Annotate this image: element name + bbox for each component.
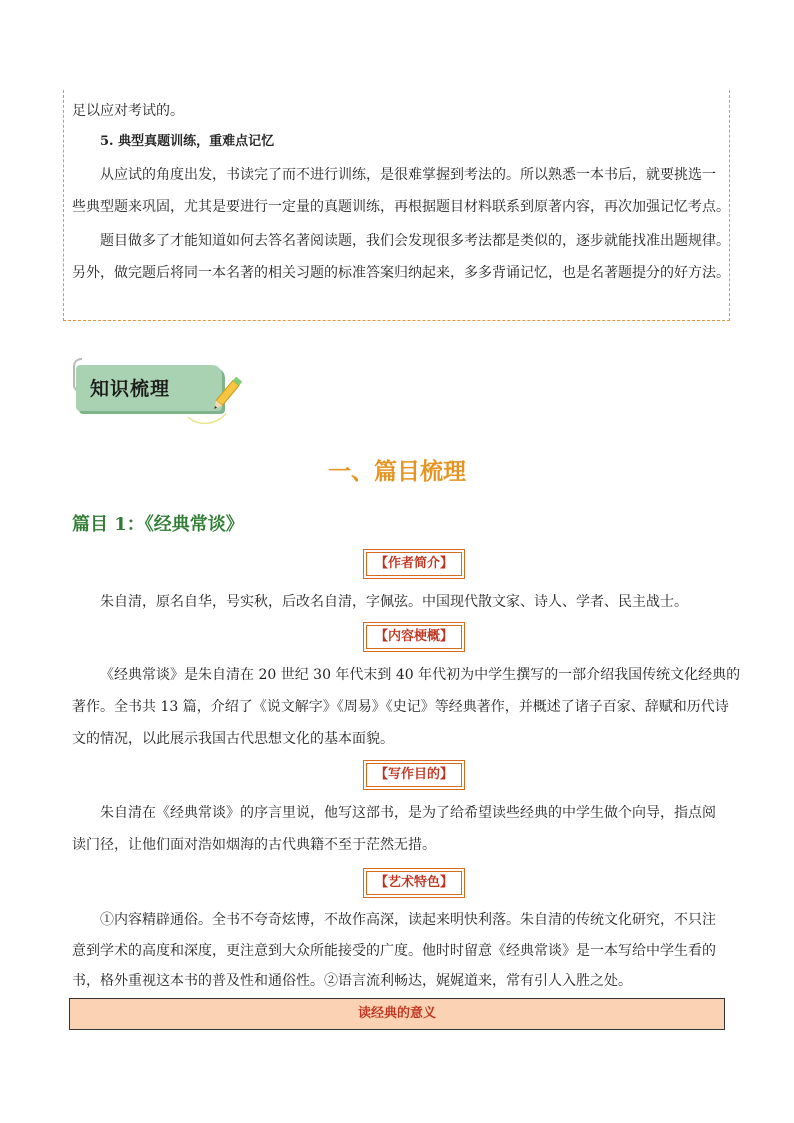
purpose-line-1: 朱自清在《经典常谈》的序言里说，他写这部书，是为了给希望读些经典的中学生做个向导，指点阅 <box>100 805 716 821</box>
content-line-1: 《经典常谈》是朱自清在 20 世纪 30 年代末到 40 年代初为中学生撰写的一部介绍我国传统文化经典的 <box>100 667 741 683</box>
art-line-2: 意到学术的高度和深度，更注意到大众所能接受的广度。他时时留意《经典常谈》是一本写给中学生看的 <box>72 943 716 959</box>
content-line-2: 著作。全书共 13 篇，介绍了《说文解字》《周易》《史记》等经典著作，并概述了诸子百家、辞赋和历代诗 <box>72 699 729 715</box>
intro-line: 足以应对考试的。 <box>72 103 184 119</box>
art-tag: 【艺术特色】 <box>366 871 462 895</box>
content-tag: 【内容梗概】 <box>366 625 462 649</box>
purpose-tag: 【写作目的】 <box>366 763 462 787</box>
art-line-3: 书，格外重视这本书的普及性和通俗性。②语言流利畅达，娓娓道来，常有引人入胜之处。 <box>72 973 632 989</box>
knowledge-badge <box>68 355 258 435</box>
content-line-3: 文的情况，以此展示我国古代思想文化的基本面貌。 <box>72 731 394 747</box>
chapter-title: 篇目 1：《经典常谈》 <box>72 514 244 535</box>
author-text: 朱自清，原名自华，号实秋，后改名自清，字佩弦。中国现代散文家、诗人、学者、民主战士。 <box>100 594 688 610</box>
art-line-1: ①内容精辟通俗。全书不夸奇炫博，不故作高深，读起来明快利落。朱自清的传统文化研究，不只注 <box>100 912 716 928</box>
intro-paragraph-2-line-1: 题目做多了才能知道如何去答名著阅读题，我们会发现很多考法都是类似的，逐步就能找准出题规律。 <box>100 233 730 249</box>
intro-subheading: 5. 典型真题训练，重难点记忆 <box>100 134 275 149</box>
meaning-header-bar: 读经典的意义 <box>69 998 725 1030</box>
section-title: 一、篇目梳理 <box>328 458 466 485</box>
pencil-icon <box>68 355 258 435</box>
intro-paragraph-1-line-1: 从应试的角度出发，书读完了而不进行训练，是很难掌握到考法的。所以熟悉一本书后，就要挑选一 <box>100 167 716 183</box>
intro-paragraph-2-line-2: 另外，做完题后将同一本名著的相关习题的标准答案归纳起来，多多背诵记忆，也是名著题提分的好方法。 <box>72 265 730 281</box>
intro-paragraph-1-line-2: 些典型题来巩固，尤其是要进行一定量的真题训练，再根据题目材料联系到原著内容，再次加强记忆考点。 <box>72 199 730 215</box>
author-tag: 【作者简介】 <box>366 552 462 576</box>
badge-label: 知识梳理 <box>90 378 171 400</box>
purpose-line-2: 读门径，让他们面对浩如烟海的古代典籍不至于茫然无措。 <box>72 837 436 853</box>
